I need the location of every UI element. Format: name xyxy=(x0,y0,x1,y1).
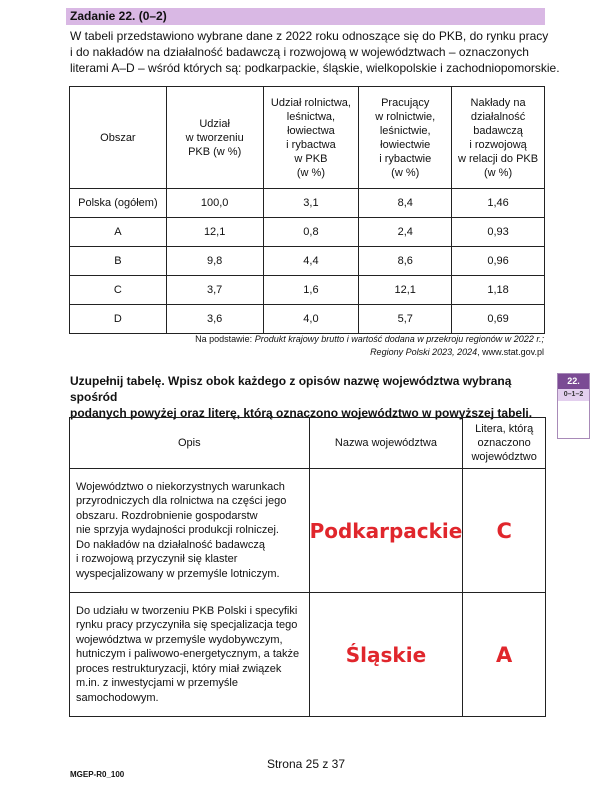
table-cell: 0,69 xyxy=(452,305,545,334)
answer-header-row xyxy=(70,418,546,469)
table-cell: A xyxy=(70,218,167,247)
voivodeship-name-cell[interactable] xyxy=(309,469,463,593)
header-udzial-rolnictwa: Udział rolnictwa, leśnictwa, łowiectwa i rybactwa w PKB (w %) xyxy=(263,87,359,189)
table-cell: 8,4 xyxy=(359,189,452,218)
answer-table xyxy=(69,417,546,717)
header-obszar: Obszar xyxy=(70,87,167,189)
table-cell: 1,18 xyxy=(452,276,545,305)
table-cell: 4,4 xyxy=(263,247,359,276)
table-cell: 5,7 xyxy=(359,305,452,334)
voivodeship-name-cell[interactable] xyxy=(309,593,463,717)
source-line2: Regiony Polski 2023, 2024 xyxy=(370,347,478,357)
handwritten-name: Śląskie xyxy=(345,642,427,667)
header-nazwa: Nazwa województwa xyxy=(309,418,463,469)
table-cell: 12,1 xyxy=(359,276,452,305)
table-cell: Polska (ogółem) xyxy=(70,189,167,218)
table-row xyxy=(70,189,545,218)
table-row xyxy=(70,218,545,247)
task-header xyxy=(66,8,545,25)
table-cell: 1,6 xyxy=(263,276,359,305)
exam-code: MGEP-R0_100 xyxy=(70,770,125,779)
intro-line: literami A–D – wśród których są: podkarpackie, śląskie, wielkopolskie i zachodniopomorskie. xyxy=(70,61,560,75)
instruction xyxy=(70,373,550,421)
header-pracujacy: Pracujący w rolnictwie, leśnictwie, łowiectwie i rybactwie (w %) xyxy=(359,87,452,189)
header-udzial-pkb: Udział w tworzeniu PKB (w %) xyxy=(166,87,263,189)
score-scale: 0–1–2 xyxy=(558,389,589,401)
table-cell: 2,4 xyxy=(359,218,452,247)
table-cell: 0,8 xyxy=(263,218,359,247)
answer-row xyxy=(70,593,546,717)
table-row xyxy=(70,247,545,276)
handwritten-letter: A xyxy=(496,642,513,667)
table-cell: 3,6 xyxy=(166,305,263,334)
table-row xyxy=(70,276,545,305)
table-cell: 100,0 xyxy=(166,189,263,218)
handwritten-letter: C xyxy=(496,518,512,543)
intro-line: W tabeli przedstawiono wybrane dane z 2022 roku odnoszące się do PKB, do rynku pracy xyxy=(70,29,549,43)
table-row xyxy=(70,305,545,334)
table-cell: 0,93 xyxy=(452,218,545,247)
source-url: , www.stat.gov.pl xyxy=(477,347,544,357)
table-cell: B xyxy=(70,247,167,276)
header-naklady-br: Nakłady na działalność badawczą i rozwojową w relacji do PKB (w %) xyxy=(452,87,545,189)
table-cell: 0,96 xyxy=(452,247,545,276)
instruction-line: podanych powyżej oraz literę, którą oznaczono województwo w powyższej tabeli. xyxy=(70,406,533,420)
letter-cell[interactable] xyxy=(463,593,546,717)
page-number: Strona 25 z 37 xyxy=(266,757,346,771)
intro-line: i do nakładów na działalność badawczą i rozwojową w województwach – oznaczonych xyxy=(70,45,529,59)
data-table-header-row xyxy=(70,87,545,189)
source-prefix: Na podstawie: xyxy=(195,334,255,344)
header-opis: Opis xyxy=(70,418,310,469)
header-litera: Litera, którą oznaczono województwo xyxy=(463,418,546,469)
description-cell: Do udziału w tworzeniu PKB Polski i specyfiki rynku pracy przyczyniła się specjalizacja tego województwa w przemyśle wydobywczym, hutniczym i paliwowo-energetycznym, a także proces restrukturyzacji, który miał związek m.in. z inwestycjami w przemyśle samochodowym. xyxy=(70,593,310,717)
task-title: Zadanie 22. (0–2) xyxy=(70,9,167,23)
table-cell: 1,46 xyxy=(452,189,545,218)
table-cell: 4,0 xyxy=(263,305,359,334)
table-cell: 12,1 xyxy=(166,218,263,247)
answer-row xyxy=(70,469,546,593)
table-cell: 3,7 xyxy=(166,276,263,305)
score-task-number: 22. xyxy=(558,374,589,389)
table-cell: C xyxy=(70,276,167,305)
source-title: Produkt krajowy brutto i wartość dodana w przekroju regionów w 2022 r.; xyxy=(254,334,544,344)
description-cell: Województwo o niekorzystnych warunkach przyrodniczych dla rolnictwa na części jego obszaru. Rozdrobnienie gospodarstw nie sprzyja wydajności produkcji rolniczej. Do nakładów na działalność badawczą i rozwojową przyczynił się klaster wyspecjalizowany w przemyśle lotniczym. xyxy=(70,469,310,593)
table-cell: 9,8 xyxy=(166,247,263,276)
source-note xyxy=(195,333,544,359)
handwritten-name: Podkarpackie xyxy=(309,518,463,543)
intro-text xyxy=(70,28,560,76)
table-cell: 3,1 xyxy=(263,189,359,218)
data-table xyxy=(69,86,545,334)
instruction-line: Uzupełnij tabelę. Wpisz obok każdego z opisów nazwę województwa wybraną spośród xyxy=(70,374,512,404)
letter-cell[interactable] xyxy=(463,469,546,593)
table-cell: 8,6 xyxy=(359,247,452,276)
table-cell: D xyxy=(70,305,167,334)
score-box xyxy=(557,373,590,439)
